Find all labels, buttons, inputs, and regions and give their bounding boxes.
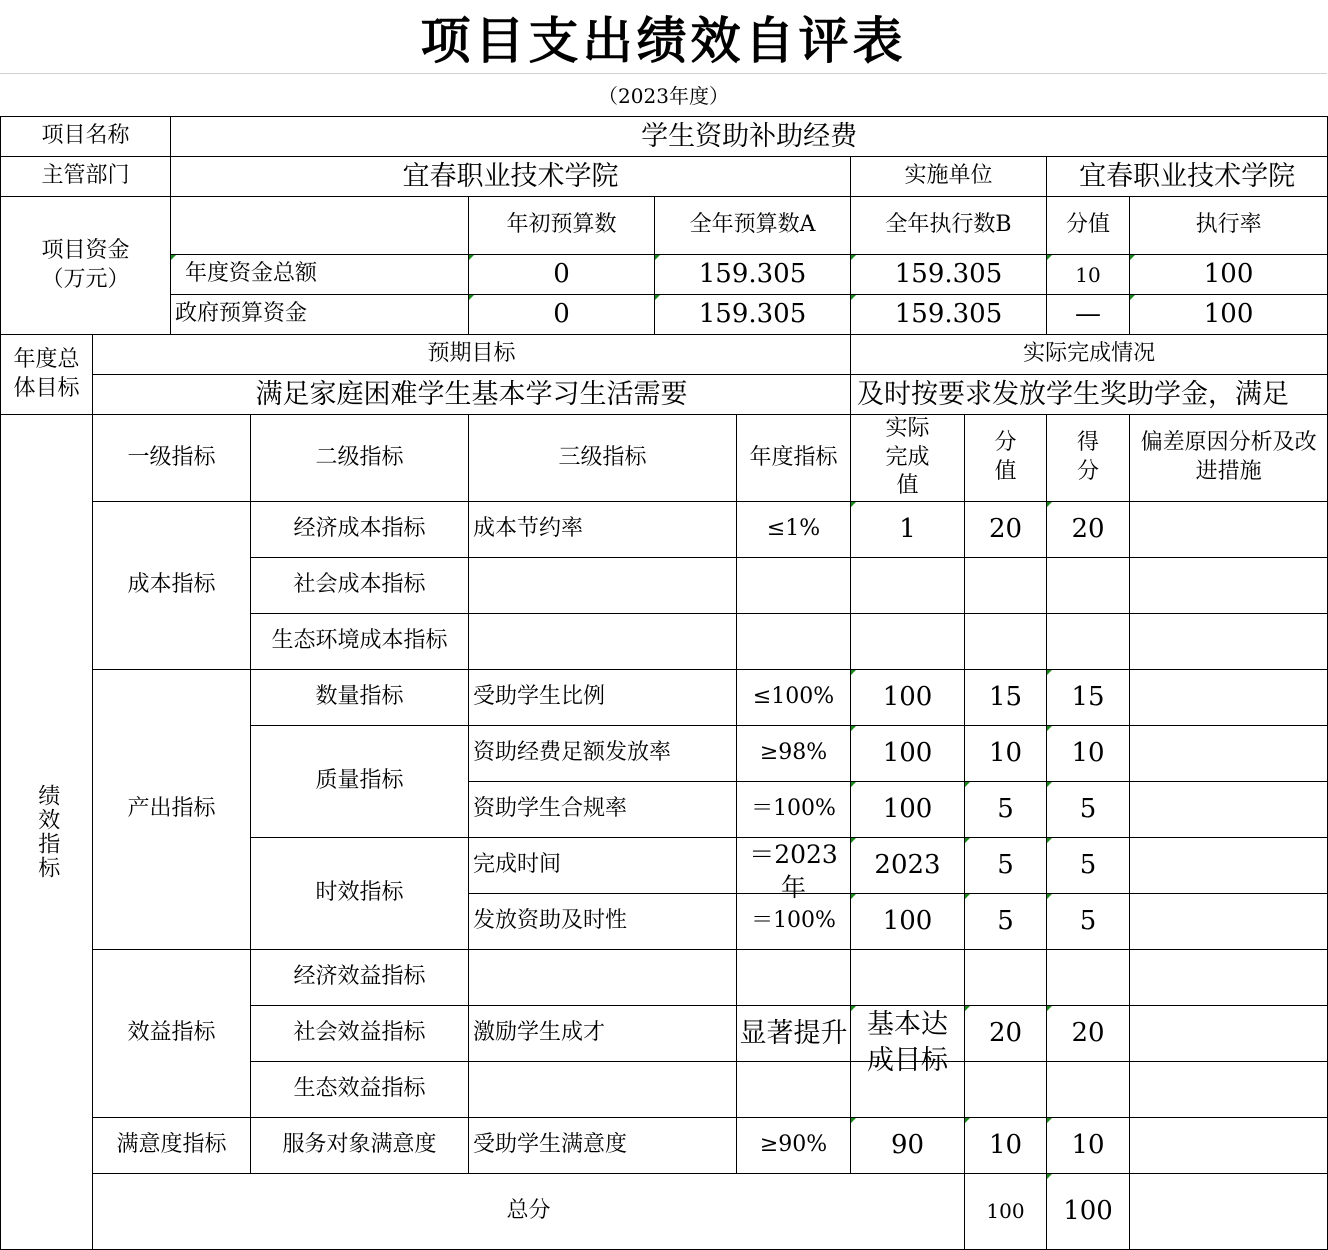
funds-row-budget: 159.305 [655,295,851,335]
ind-score [1047,557,1130,613]
ind-l3: 受助学生满意度 [469,1117,737,1173]
ind-score: 15 [1047,669,1130,725]
ind-actual [851,1061,965,1117]
ind-actual: 100 [851,669,965,725]
funds-header-initial: 年初预算数 [469,197,655,255]
ind-score: 5 [1047,837,1130,893]
ind-actual: 100 [851,893,965,949]
ind-header-value: 分值 [965,415,1047,502]
ind-score [1047,949,1130,1005]
indicators-section-label [1,415,93,1250]
ind-l2: 服务对象满意度 [251,1117,469,1173]
ind-l3: 完成时间 [469,837,737,893]
ind-analysis [1130,557,1328,613]
ind-target: ≤100% [737,669,851,725]
ind-target: ≥98% [737,725,851,781]
ind-analysis [1130,1117,1328,1173]
funds-header-budget: 全年预算数A [655,197,851,255]
ind-target: ＝100% [737,781,851,837]
ind-analysis [1130,501,1328,557]
total-label: 总分 [93,1173,965,1249]
ind-target [737,949,851,1005]
ind-target-text: ＝2023年 [749,840,838,902]
funds-row-score-value: — [1047,295,1130,335]
ind-analysis [1130,893,1328,949]
ind-actual [851,557,965,613]
ind-analysis [1130,725,1328,781]
ind-l3: 激励学生成才 [469,1005,737,1061]
ind-value [965,613,1047,669]
ind-analysis [1130,613,1328,669]
ind-value: 20 [965,1005,1047,1061]
total-analysis [1130,1173,1328,1249]
funds-row-rate: 100 [1130,295,1328,335]
ind-score: 20 [1047,501,1130,557]
indicators-section-text: 绩效指标 [34,784,60,881]
ind-l2: 质量指标 [251,725,469,837]
dept-label: 主管部门 [1,157,171,197]
group-benefit: 效益指标 [93,949,251,1117]
evaluation-table [0,116,1328,1250]
funds-row-executed: 159.305 [851,255,1047,295]
ind-value [965,1061,1047,1117]
ind-l2: 数量指标 [251,669,469,725]
funds-row-rate: 100 [1130,255,1328,295]
ind-target [737,837,851,902]
ind-actual [851,613,965,669]
ind-l2: 社会效益指标 [251,1005,469,1061]
funds-header-rate: 执行率 [1130,197,1328,255]
total-score: 100 [1047,1173,1130,1249]
form-year: （2023年度） [598,83,729,108]
ind-value: 5 [965,893,1047,949]
funds-header-blank [171,197,469,255]
ind-analysis [1130,837,1328,893]
ind-l3: 受助学生比例 [469,669,737,725]
ind-score: 10 [1047,1117,1130,1173]
ind-header-actual: 实际完成值 [851,415,965,502]
ind-target-text: 显著提升 [739,1017,848,1049]
ind-value: 5 [965,781,1047,837]
ind-l2: 经济效益指标 [251,949,469,1005]
funds-row-name: 政府预算资金 [171,295,469,335]
ind-target [737,557,851,613]
project-name-label: 项目名称 [1,117,171,157]
goals-actual-label: 实际完成情况 [851,335,1328,375]
ind-header-level3: 三级指标 [469,415,737,502]
funds-row-budget: 159.305 [655,255,851,295]
ind-l3 [469,949,737,1005]
ind-header-analysis: 偏差原因分析及改进措施 [1130,415,1328,502]
ind-target: ≥90% [737,1117,851,1173]
ind-actual: 1 [851,501,965,557]
ind-score [1047,613,1130,669]
funds-row-name: 年度资金总额 [171,255,469,295]
ind-l2: 时效指标 [251,837,469,949]
ind-value: 20 [965,501,1047,557]
dept-value: 宜春职业技术学院 [171,157,851,197]
ind-score [1047,1061,1130,1117]
ind-header-level2: 二级指标 [251,415,469,502]
ind-score: 5 [1047,893,1130,949]
ind-l3: 资助学生合规率 [469,781,737,837]
total-value: 100 [965,1173,1047,1249]
funds-row-executed: 159.305 [851,295,1047,335]
form-title: 项目支出绩效自评表 [0,0,1327,74]
ind-l3: 成本节约率 [469,501,737,557]
ind-actual-text: 基本达成目标 [867,1009,949,1076]
ind-l3 [469,557,737,613]
ind-l3: 资助经费足额发放率 [469,725,737,781]
ind-value [965,557,1047,613]
ind-actual: 100 [851,725,965,781]
goals-label [1,335,93,415]
ind-value [965,949,1047,1005]
ind-l3: 发放资助及时性 [469,893,737,949]
ind-target [737,613,851,669]
ind-l2: 生态环境成本指标 [251,613,469,669]
goals-label-text: 年度总体目标 [13,347,80,401]
ind-value: 15 [965,669,1047,725]
ind-score: 10 [1047,725,1130,781]
ind-header-score: 得分 [1047,415,1130,502]
ind-target: ＝100% [737,893,851,949]
ind-l3 [469,1061,737,1117]
funds-header-executed: 全年执行数B [851,197,1047,255]
group-satisfaction: 满意度指标 [93,1117,251,1173]
funds-row-initial: 0 [469,255,655,295]
group-cost: 成本指标 [93,501,251,669]
funds-row-initial: 0 [469,295,655,335]
ind-analysis [1130,669,1328,725]
goals-expected: 满足家庭困难学生基本学习生活需要 [93,375,851,415]
funds-header-score-value: 分值 [1047,197,1130,255]
ind-analysis [1130,1061,1328,1117]
unit-label: 实施单位 [851,157,1047,197]
ind-value: 10 [965,1117,1047,1173]
ind-l2: 社会成本指标 [251,557,469,613]
ind-analysis [1130,781,1328,837]
ind-actual: 2023 [851,837,965,893]
funds-row-score-value: 10 [1047,255,1130,295]
ind-header-target: 年度指标 [737,415,851,502]
ind-analysis [1130,1005,1328,1061]
ind-analysis [1130,949,1328,1005]
ind-l3 [469,613,737,669]
ind-l2: 生态效益指标 [251,1061,469,1117]
goals-expected-label: 预期目标 [93,335,851,375]
ind-header-level1: 一级指标 [93,415,251,502]
ind-target [737,1061,851,1117]
goals-actual: 及时按要求发放学生奖助学金，满足 [851,375,1328,415]
ind-target [737,1005,851,1061]
funds-label: 项目资金 （万元） [1,197,171,335]
ind-value: 5 [965,837,1047,893]
ind-actual [851,1005,965,1076]
ind-actual [851,949,965,1005]
unit-value: 宜春职业技术学院 [1047,157,1328,197]
ind-l2: 经济成本指标 [251,501,469,557]
ind-actual: 90 [851,1117,965,1173]
ind-value: 10 [965,725,1047,781]
ind-score: 20 [1047,1005,1130,1061]
group-output: 产出指标 [93,669,251,949]
ind-score: 5 [1047,781,1130,837]
ind-actual: 100 [851,781,965,837]
ind-target: ≤1% [737,501,851,557]
project-name: 学生资助补助经费 [171,117,1328,157]
